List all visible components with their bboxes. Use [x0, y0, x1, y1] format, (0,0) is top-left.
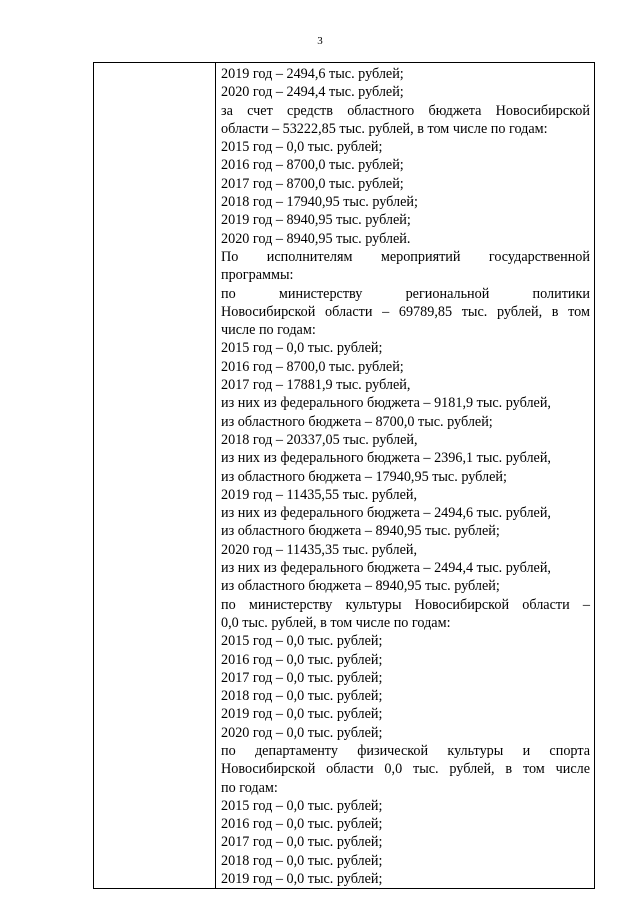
text-line: 2015 год – 0,0 тыс. рублей;	[221, 340, 383, 357]
table-cell-content	[216, 63, 595, 889]
table-row	[94, 63, 595, 889]
funding-table	[93, 62, 595, 889]
text-line: 0,0 тыс. рублей, в том числе по годам:	[221, 614, 451, 631]
text-line: 2016 год – 0,0 тыс. рублей;	[221, 816, 383, 833]
text-line: 2019 год – 8940,95 тыс. рублей;	[221, 212, 411, 229]
text-line: 2019 год – 0,0 тыс. рублей;	[221, 871, 383, 888]
table-cell-label	[94, 63, 216, 889]
text-line: 2020 год – 2494,4 тыс. рублей;	[221, 84, 404, 101]
text-line: программы:	[221, 267, 294, 284]
text-line: 2019 год – 0,0 тыс. рублей;	[221, 706, 383, 723]
text-line: из областного бюджета – 8940,95 тыс. рублей;	[221, 523, 500, 540]
text-line: из них из федерального бюджета – 2494,4 тыс. рублей,	[221, 560, 551, 577]
text-line: числе по годам:	[221, 322, 316, 339]
text-line: 2018 год – 0,0 тыс. рублей;	[221, 688, 383, 705]
text-line: Новосибирской области 0,0 тыс. рублей, в том числе	[221, 761, 590, 778]
text-line: из областного бюджета – 17940,95 тыс. рублей;	[221, 468, 507, 485]
text-line: 2016 год – 8700,0 тыс. рублей;	[221, 157, 404, 174]
text-line: области – 53222,85 тыс. рублей, в том числе по годам:	[221, 120, 548, 137]
text-line: 2016 год – 8700,0 тыс. рублей;	[221, 358, 404, 375]
text-line: 2019 год – 2494,6 тыс. рублей;	[221, 66, 404, 82]
text-line: 2015 год – 0,0 тыс. рублей;	[221, 139, 383, 156]
text-line: 2019 год – 11435,55 тыс. рублей,	[221, 486, 418, 503]
text-line: по министерству культуры Новосибирской области –	[221, 596, 590, 613]
text-line: из них из федерального бюджета – 2396,1 тыс. рублей,	[221, 450, 551, 467]
funding-text	[221, 65, 590, 888]
text-line: 2017 год – 8700,0 тыс. рублей;	[221, 175, 404, 192]
text-line: 2017 год – 0,0 тыс. рублей;	[221, 669, 383, 686]
text-line: по годам:	[221, 779, 278, 796]
text-line: 2016 год – 0,0 тыс. рублей;	[221, 651, 383, 668]
text-line: 2018 год – 17940,95 тыс. рублей;	[221, 194, 418, 211]
text-line: из них из федерального бюджета – 9181,9 тыс. рублей,	[221, 395, 551, 412]
text-line: 2020 год – 11435,35 тыс. рублей,	[221, 541, 418, 558]
text-line: по департаменту физической культуры и спорта	[221, 742, 590, 759]
text-line: за счет средств областного бюджета Новосибирской	[221, 102, 590, 119]
text-line: из них из федерального бюджета – 2494,6 тыс. рублей,	[221, 505, 551, 522]
text-line: 2018 год – 0,0 тыс. рублей;	[221, 852, 383, 869]
text-line: 2017 год – 17881,9 тыс. рублей,	[221, 377, 411, 394]
text-line: 2020 год – 8940,95 тыс. рублей.	[221, 230, 411, 247]
text-line: из областного бюджета – 8940,95 тыс. рублей;	[221, 578, 500, 595]
text-line: 2015 год – 0,0 тыс. рублей;	[221, 633, 383, 650]
text-line: 2018 год – 20337,05 тыс. рублей,	[221, 431, 418, 448]
text-line: Новосибирской области – 69789,85 тыс. рублей, в том	[221, 303, 590, 320]
text-line: по министерству региональной политики	[221, 285, 590, 302]
text-line: 2020 год – 0,0 тыс. рублей;	[221, 724, 383, 741]
text-line: 2017 год – 0,0 тыс. рублей;	[221, 834, 383, 851]
page-number: 3	[317, 35, 323, 47]
text-line: 2015 год – 0,0 тыс. рублей;	[221, 797, 383, 814]
text-line: По исполнителям мероприятий государственной	[221, 248, 590, 265]
text-line: из областного бюджета – 8700,0 тыс. рублей;	[221, 413, 493, 430]
